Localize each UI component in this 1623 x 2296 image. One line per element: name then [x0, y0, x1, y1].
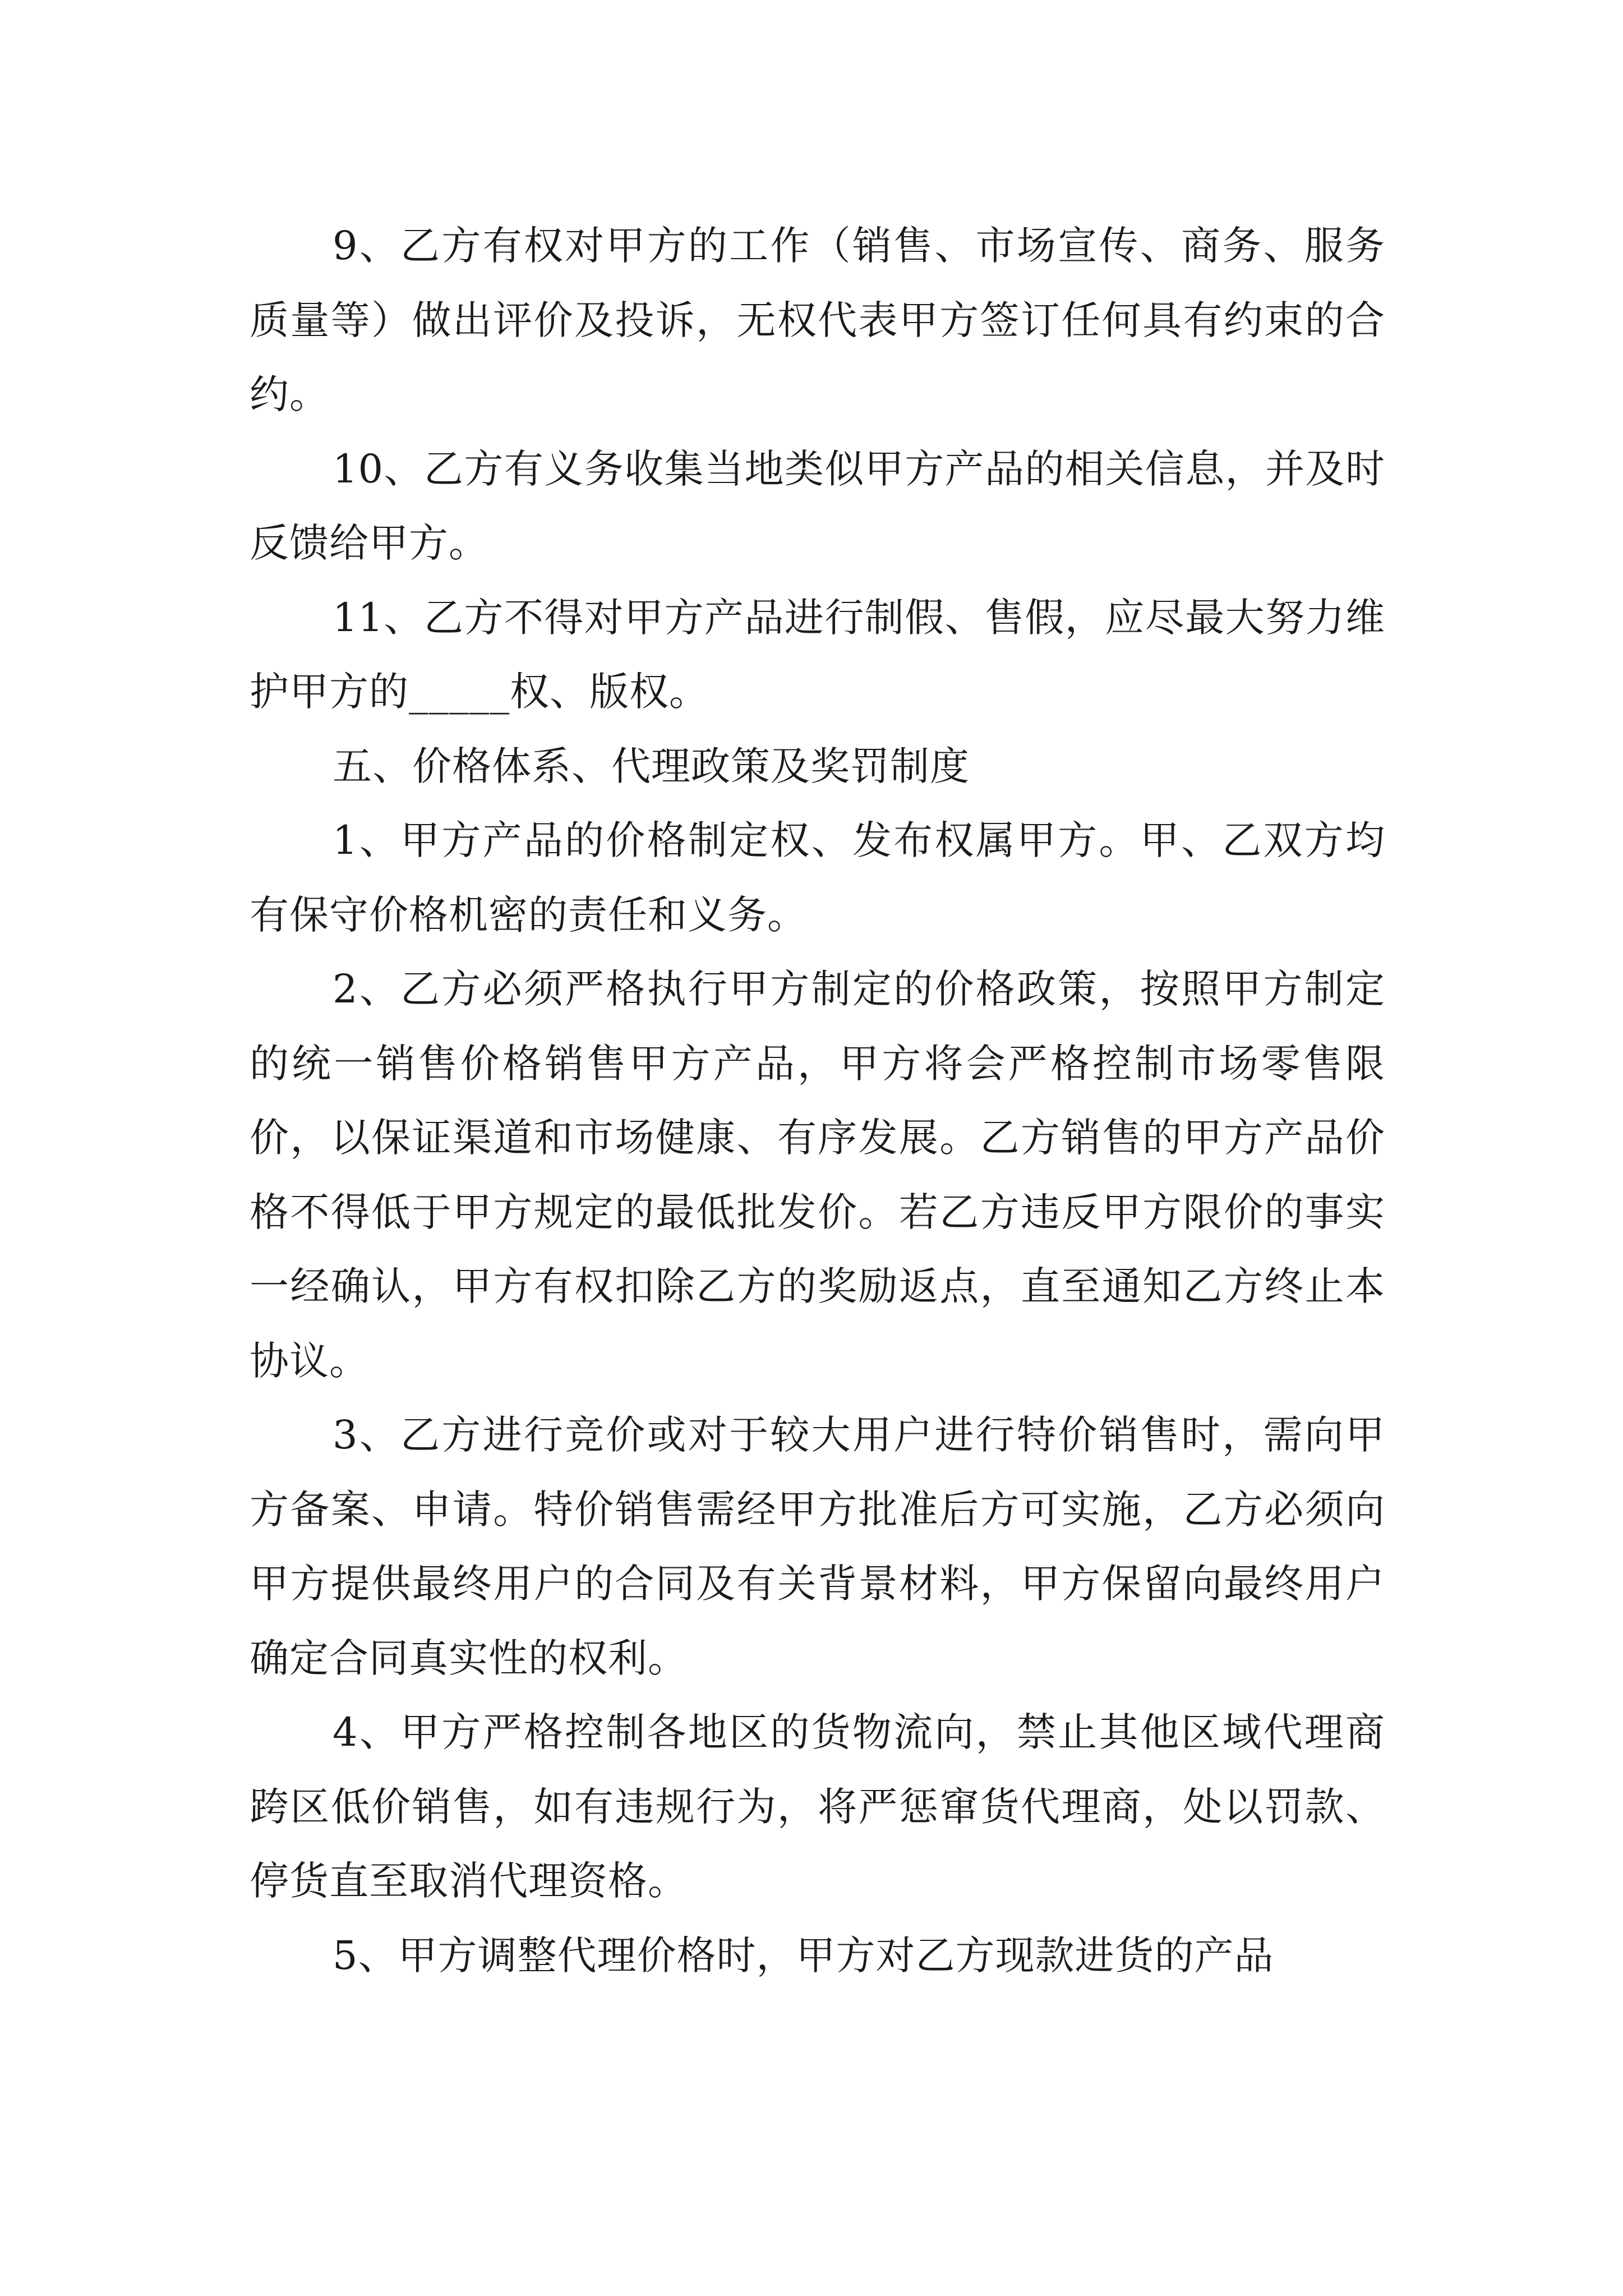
clause-9-paragraph: 9、乙方有权对甲方的工作（销售、市场宣传、商务、服务质量等）做出评价及投诉，无权代表甲方签订任何具有约束的合约。: [250, 223, 1385, 417]
pricing-clause-1-paragraph: 1、甲方产品的价格制定权、发布权属甲方。甲、乙双方均有保守价格机密的责任和义务。: [250, 817, 1385, 938]
clause-11-paragraph: 11、乙方不得对甲方产品进行制假、售假，应尽最大努力维护甲方的_____权、版权。: [250, 594, 1385, 715]
pricing-clause-2-paragraph: 2、乙方必须严格执行甲方制定的价格政策，按照甲方制定的统一销售价格销售甲方产品，甲方将会严格控制市场零售限价，以保证渠道和市场健康、有序发展。乙方销售的甲方产品价格不得低于甲方规定的最低批发价。若乙方违反甲方限价的事实一经确认，甲方有权扣除乙方的奖励返点，直至通知乙方终止本协议。: [250, 966, 1385, 1384]
pricing-clause-3-paragraph: 3、乙方进行竞价或对于较大用户进行特价销售时，需向甲方备案、申请。特价销售需经甲方批准后方可实施，乙方必须向甲方提供最终用户的合同及有关背景材料，甲方保留向最终用户确定合同真实性的权利。: [250, 1412, 1385, 1681]
document-body: [250, 209, 1385, 1993]
section-5-heading: 五、价格体系、代理政策及奖罚制度: [333, 743, 970, 789]
pricing-clause-5-paragraph: 5、甲方调整代理价格时，甲方对乙方现款进货的产品: [333, 1932, 1274, 1978]
clause-10-paragraph: 10、乙方有义务收集当地类似甲方产品的相关信息，并及时反馈给甲方。: [250, 445, 1385, 566]
pricing-clause-4-paragraph: 4、甲方严格控制各地区的货物流向，禁止其他区域代理商跨区低价销售，如有违规行为，将严惩窜货代理商，处以罚款、停货直至取消代理资格。: [250, 1709, 1385, 1904]
